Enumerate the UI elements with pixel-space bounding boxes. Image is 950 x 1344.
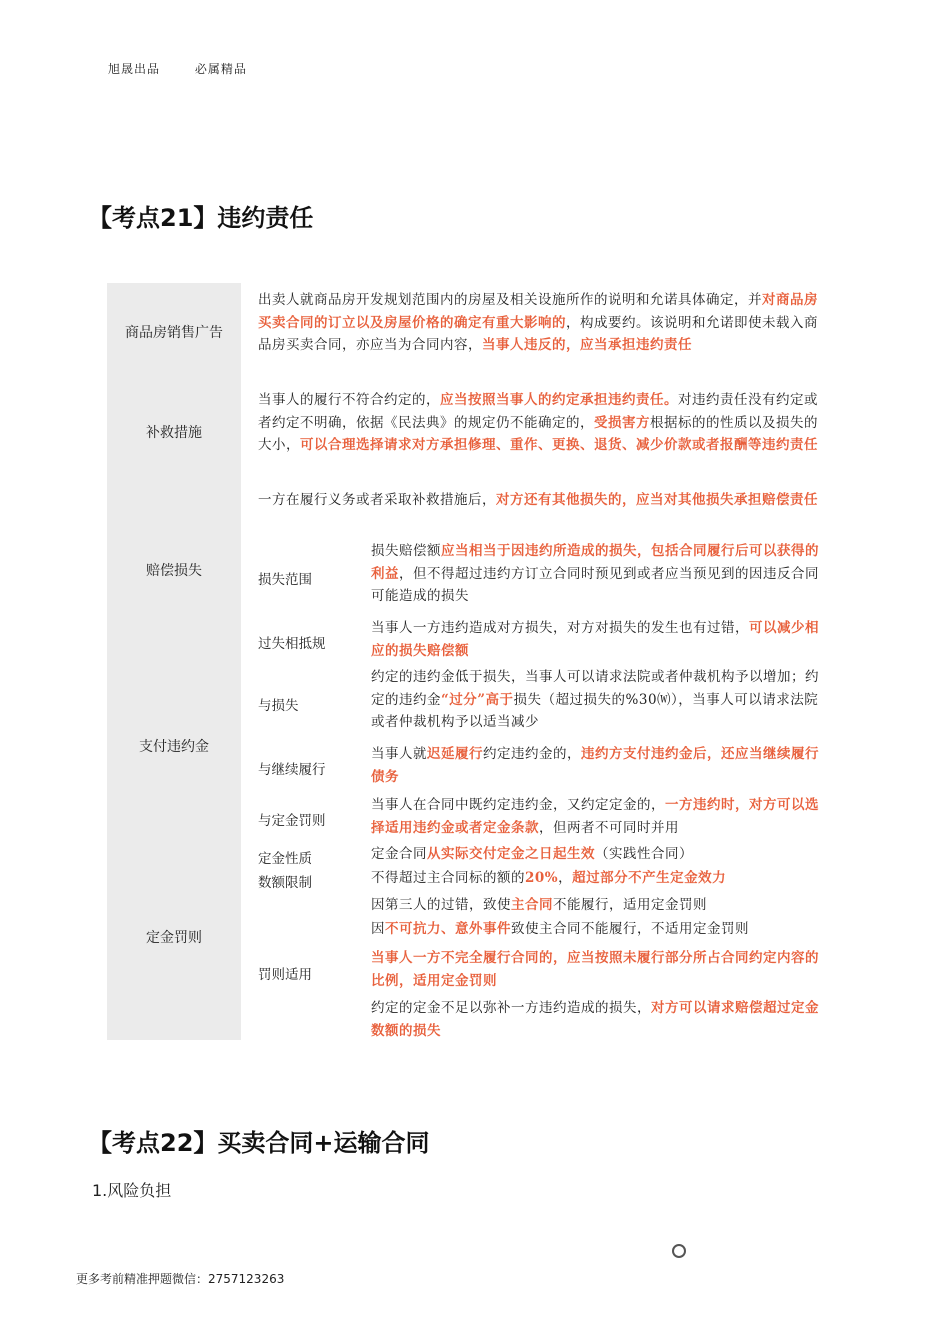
body-text: 定金合同 <box>371 846 427 862</box>
body-text: 根据标的的性质以及损失的大小， <box>258 414 818 453</box>
highlight-text: 主合同 <box>511 897 553 913</box>
sub-label-with-loss: 与损失 <box>258 698 299 714</box>
highlight-text: 当事人违反的，应当承担违约责任 <box>482 337 692 353</box>
body-text: 当事人就 <box>371 746 427 762</box>
group-label-text: 赔偿损失 <box>146 563 202 579</box>
highlight-text: 应当按照当事人的约定承担违约责任。 <box>440 392 678 408</box>
header-note <box>108 60 247 77</box>
group-label-text: 支付违约金 <box>139 739 209 755</box>
body-text: 对违约责任没有约定或者约定不明确，依据《民法典》的规定仍不能确定的， <box>258 392 818 431</box>
highlight-text: 当事人一方不完全履行合同的，应当按照未履行部分所占合同约定内容的比例，适用定金罚则 <box>371 950 819 989</box>
remedy-text <box>258 389 824 481</box>
highlight-text: 对商品房买卖合同的订立以及房屋价格的确定有重大影响的 <box>258 292 818 331</box>
sub-label-contributory: 过失相抵规 <box>258 636 326 652</box>
body-text: 损失（超过损失的%30⒲），当事人可以请求法院或者仲裁机构予以适当减少 <box>371 691 819 730</box>
highlight-text: 违约方支付违约金后，还应当继续履行债务 <box>371 746 819 785</box>
group-label-penalty <box>107 659 241 835</box>
body-text: 出卖人就商品房开发规划范围内的房屋及相关设施所作的说明和允诺具体确定，并 <box>258 292 762 308</box>
body-text: ，构成要约。该说明和允诺即使未载入商品房买卖合同，亦应当为合同内容， <box>258 314 818 353</box>
sub-label-deposit-rule: 与定金罚则 <box>258 813 326 829</box>
highlight-text: 可以合理选择请求对方承担修理、重作、更换、退货、减少价款或者报酬等违约责任 <box>300 437 818 453</box>
sub-label-amount-limit: 数额限制 <box>258 875 312 891</box>
loss-range-text <box>371 540 825 608</box>
body-text: 致使主合同不能履行，不适用定金罚则 <box>511 921 749 937</box>
header-right: 必属精品 <box>194 62 247 76</box>
highlight-text: 超过部分不产生定金效力 <box>572 870 727 886</box>
highlight-text: 迟延履行 <box>427 746 483 762</box>
group-label-damages <box>107 483 241 659</box>
body-text: 一方在履行义务或者采取补救措施后， <box>258 492 496 508</box>
body-text: 约定的违约金低于损失，当事人可以请求法院或者仲裁机构予以增加；约定的违约金 <box>371 669 819 708</box>
partial-performance-text <box>371 947 825 989</box>
body-text: （实践性合同） <box>595 846 693 862</box>
sub-label-deposit-nature: 定金性质 <box>258 851 312 867</box>
highlight-text: 应当相当于因违约所造成的损失，包括合同履行后可以获得的利益 <box>371 543 819 582</box>
body-text: 损失赔偿额 <box>371 543 441 559</box>
force-majeure-text <box>371 918 825 937</box>
with-loss-text <box>371 666 825 734</box>
contributory-text <box>371 617 825 659</box>
body-text: 当事人在合同中既约定违约金，又约定定金的， <box>371 797 665 813</box>
corner-mark-icon <box>672 1244 686 1258</box>
body-text: ，但不得超过违约方订立合同时预见到或者应当预见到的因违反合同可能造成的损失 <box>371 565 819 604</box>
group-label-deposit <box>107 835 241 1040</box>
body-text: ，但两者不可同时并用 <box>539 819 679 836</box>
highlight-text: 从实际交付定金之日起生效 <box>427 846 595 862</box>
highlight-text: 对方可以请求赔偿超过定金数额的损失 <box>371 1000 819 1039</box>
highlight-text: 20% <box>525 870 559 886</box>
group-label-text: 商品房销售广告 <box>125 325 223 341</box>
highlight-text: 对方还有其他损失的，应当对其他损失承担赔偿责任 <box>496 492 818 508</box>
amount-limit-text <box>371 867 825 886</box>
deposit-rule-text <box>371 794 825 836</box>
insufficient-deposit-text <box>371 997 825 1039</box>
body-text: ， <box>558 870 573 886</box>
highlight-text: 一方违约时，对方可以选择适用违约金或者定金条款 <box>371 797 819 836</box>
body-text: 因 <box>371 921 385 937</box>
body-text: 不得超过主合同标的额的 <box>371 870 525 886</box>
continue-text <box>371 743 825 785</box>
ad-text <box>258 289 824 381</box>
highlight-text: 受损害方 <box>594 414 650 431</box>
body-text: 因第三人的过错，致使 <box>371 897 511 913</box>
highlight-text: “过分”高于 <box>441 691 514 708</box>
highlight-text: 不可抗力、意外事件 <box>385 921 511 937</box>
group-label-text: 定金罚则 <box>146 929 202 946</box>
body-text: 当事人一方违约造成对方损失，对方对损失的发生也有过错， <box>371 620 749 636</box>
body-text: 不能履行，适用定金罚则 <box>553 897 707 913</box>
header-left: 旭晟出品 <box>108 62 161 76</box>
group-label-text: 补救措施 <box>146 425 202 441</box>
sub-label-loss-range: 损失范围 <box>258 572 312 588</box>
third-party-text <box>371 894 825 913</box>
body-text: 约定的定金不足以弥补一方违约造成的损失， <box>371 1000 651 1016</box>
sub-label-penalty-apply: 罚则适用 <box>258 967 312 983</box>
group-label-remedy <box>107 383 241 483</box>
section-21-title: 【考点21】违约责任 <box>88 204 314 232</box>
body-text: 当事人的履行不符合约定的， <box>258 392 440 408</box>
section-22-title: 【考点22】买卖合同+运输合同 <box>88 1129 430 1157</box>
body-text: 约定违约金的， <box>483 746 581 762</box>
highlight-text: 可以减少相应的损失赔偿额 <box>371 620 819 659</box>
footer-note: 更多考前精准押题微信：2757123263 <box>76 1272 285 1286</box>
group-label-ad <box>107 283 241 383</box>
damages-intro <box>258 489 824 525</box>
sub-label-continue: 与继续履行 <box>258 762 326 778</box>
deposit-nature-text <box>371 843 825 862</box>
section-22-subtitle: 1.风险负担 <box>92 1181 172 1200</box>
